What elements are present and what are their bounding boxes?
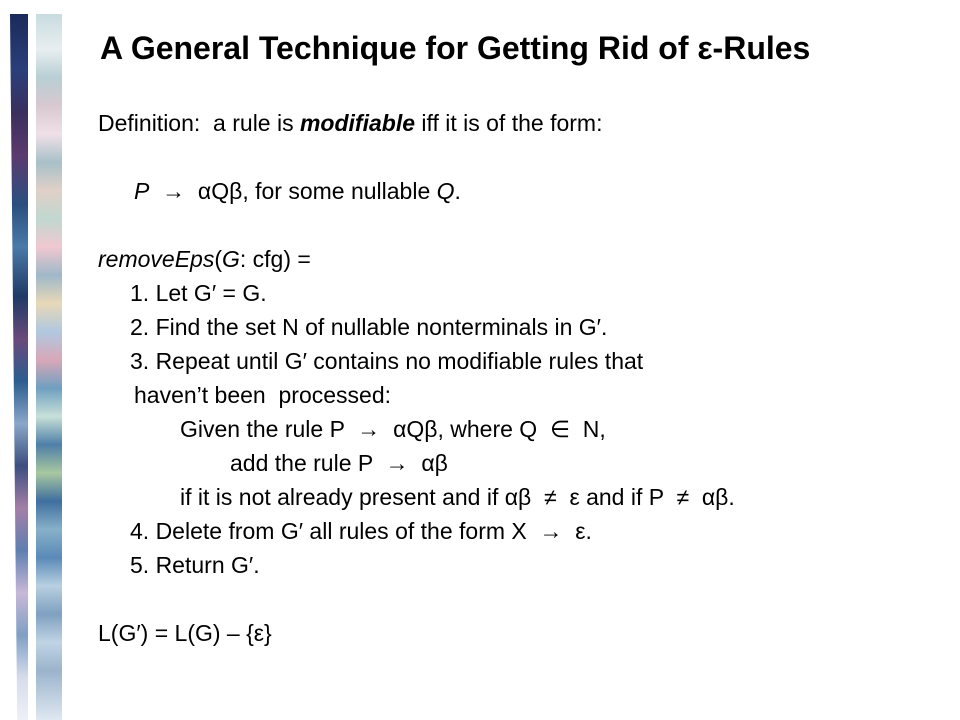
algorithm-step: 1. Let G′ = G. xyxy=(130,280,267,306)
algorithm-name: removeEps xyxy=(98,246,215,272)
rule-form-end: . xyxy=(454,178,461,204)
definition-line xyxy=(98,106,938,140)
algorithm-step: 4. Delete from G′ all rules of the form X → ε. xyxy=(130,518,592,544)
algorithm-sig-open: ( xyxy=(214,246,222,272)
rule-form-variable: Q xyxy=(436,178,455,204)
spacer xyxy=(98,140,938,174)
spacer xyxy=(98,208,938,242)
algorithm-signature xyxy=(98,242,938,276)
definition-suffix: iff it is of the form: xyxy=(415,110,603,136)
algorithm-step-continuation: haven’t been processed: xyxy=(134,382,392,408)
decorative-strip-right xyxy=(36,14,62,720)
algorithm-step: 2. Find the set N of nullable nonterminals in G′. xyxy=(130,314,608,340)
algorithm-substep: if it is not already present and if αβ ≠ ε and if P ≠ αβ. xyxy=(180,484,735,510)
definition-term: modifiable xyxy=(299,110,415,136)
algorithm-step: 3. Repeat until G′ contains no modifiable rules that xyxy=(130,348,644,374)
rule-form-lhs: P xyxy=(134,178,150,204)
slide-title: A General Technique for Getting Rid of ε-Rules xyxy=(100,30,811,66)
rule-form-middle: → αQβ, for some nullable xyxy=(149,178,437,204)
algorithm-substep: add the rule P → αβ xyxy=(230,450,448,476)
spacer xyxy=(98,582,938,616)
rule-form-line xyxy=(98,174,938,208)
algorithm-step: 5. Return G′. xyxy=(130,552,260,578)
decorative-strip-left xyxy=(10,14,28,720)
algorithm-sig-rest: : cfg) = xyxy=(239,246,311,272)
slide-body xyxy=(98,106,938,650)
algorithm-substep: Given the rule P → αQβ, where Q ∈ N, xyxy=(180,416,606,442)
algorithm-param: G xyxy=(222,246,240,272)
definition-prefix: Definition: a rule is xyxy=(98,110,300,136)
language-equation: L(G′) = L(G) – {ε} xyxy=(98,620,272,646)
